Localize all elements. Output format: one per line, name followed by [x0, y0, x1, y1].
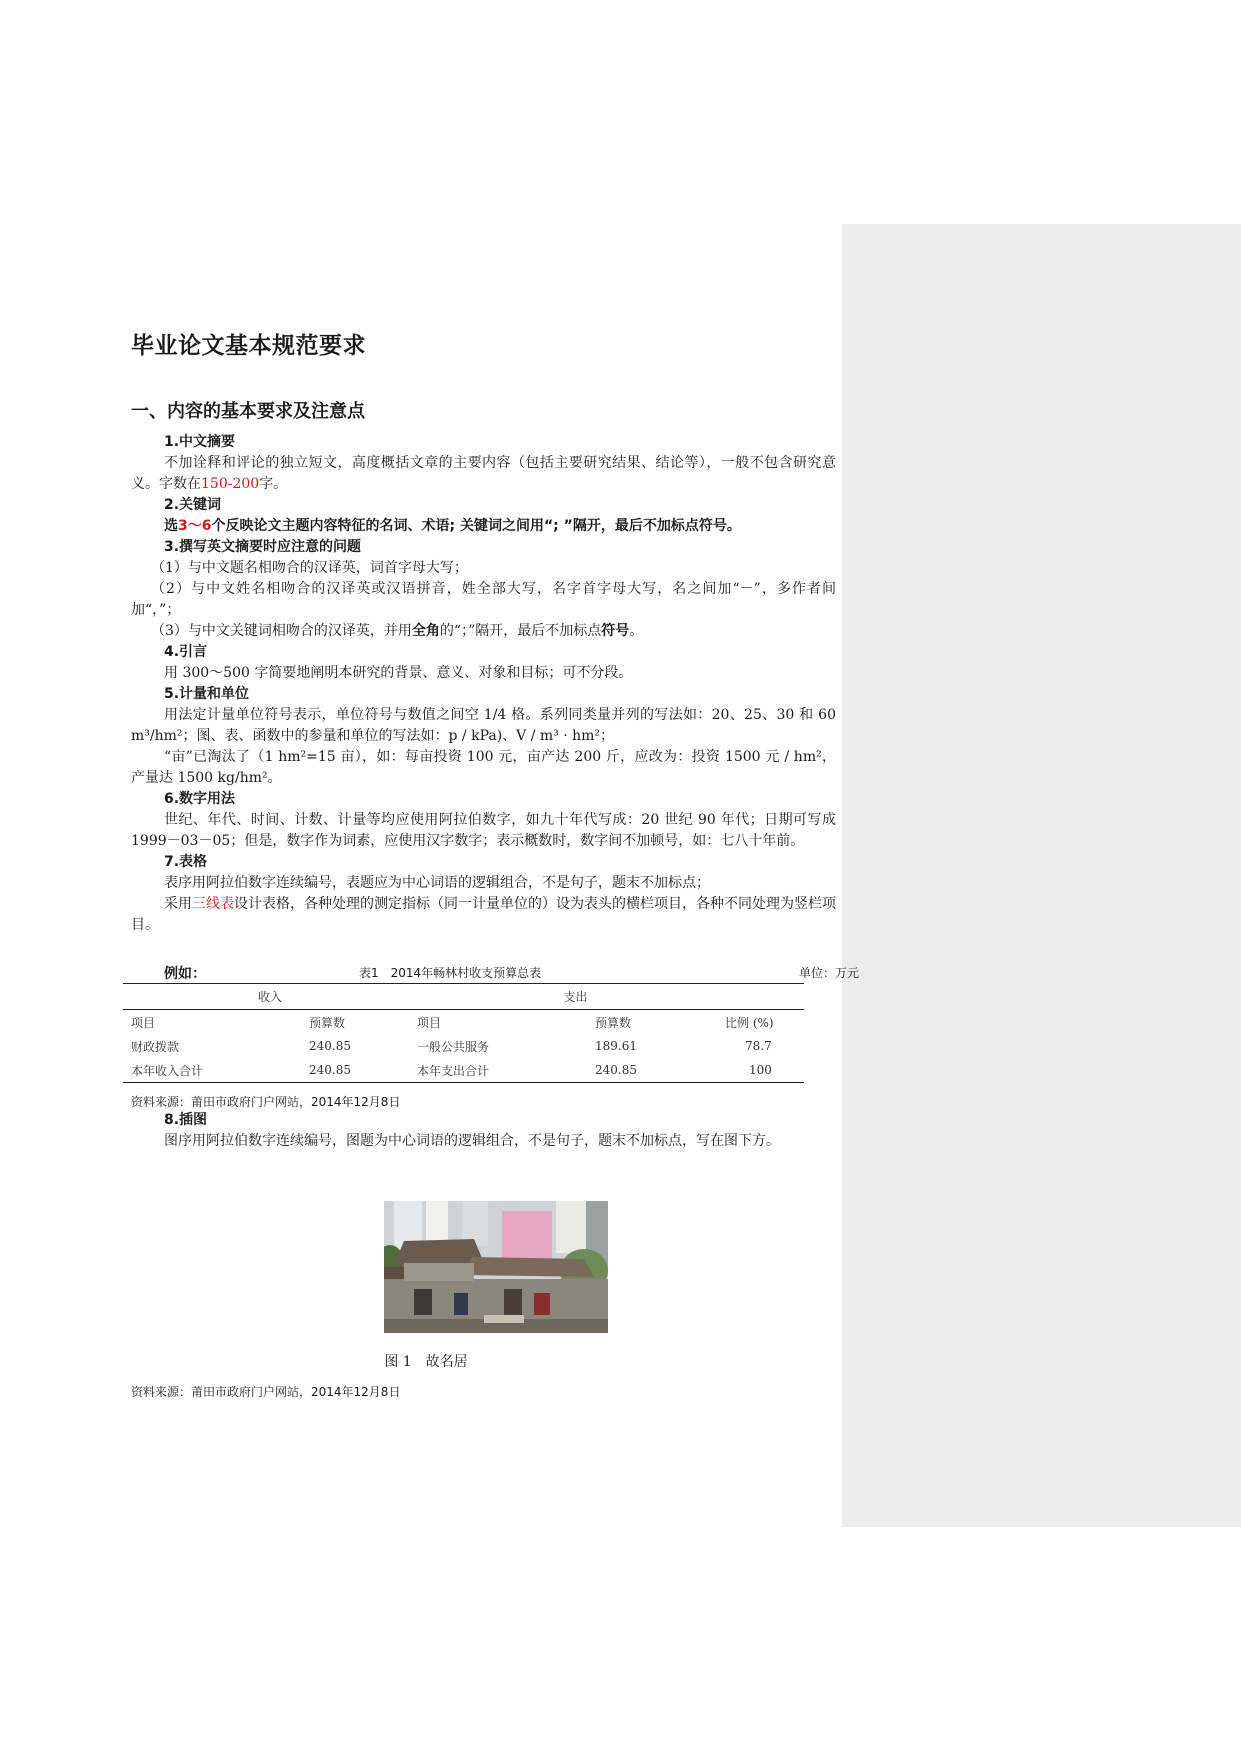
tables-paragraph-1: 表序用阿拉伯数字连续编号，表题应为中心词语的逻辑组合，不是句子，题末不加标点；	[164, 875, 710, 891]
table-cell: 100	[749, 1063, 772, 1077]
english-abstract-item-2: （2）与中文姓名相吻合的汉译英或汉语拼音，姓全部大写，名字首字母大写，名之间加“－”，多作者间加“，”；	[131, 581, 836, 618]
keywords-paragraph: 选3～6个反映论文主题内容特征的名词、术语; 关键词之间用“; ”隔开，最后不加标点符号。	[164, 518, 741, 534]
section-heading-1: 一、内容的基本要求及注意点	[131, 401, 365, 422]
heading-tables: 7.表格	[164, 854, 208, 870]
house-photo	[384, 1201, 608, 1333]
three-line-table	[123, 983, 804, 1083]
tables-paragraph-2: 采用三线表设计表格，各种处理的测定指标（同一计量单位的）设为表头的横栏项目，各种不同处理为竖栏项目。	[131, 896, 836, 933]
group-income: 收入	[257, 990, 282, 1004]
table-header-row	[123, 1010, 804, 1035]
house-photo-illustration	[384, 1201, 608, 1333]
heading-english-abstract: 3.撰写英文摘要时应注意的问题	[164, 539, 362, 555]
table-unit: 单位：万元	[798, 966, 859, 980]
heading-numbers: 6.数字用法	[164, 791, 236, 807]
abstract-paragraph: 不加诠释和评论的独立短文，高度概括文章的主要内容（包括主要研究结果、结论等），一般不包含研究意义。字数在150-200字。	[131, 455, 836, 492]
table-cell: 189.61	[595, 1039, 637, 1053]
table-row	[123, 1058, 804, 1083]
group-expense: 支出	[563, 990, 588, 1004]
table-cell: 78.7	[745, 1039, 772, 1053]
heading-keywords: 2.关键词	[164, 497, 222, 513]
table-cell: 财政拨款	[131, 1039, 180, 1054]
header-cell: 项目	[409, 1010, 587, 1035]
heading-abstract: 1.中文摘要	[164, 434, 236, 450]
table-cell: 本年收入合计	[131, 1063, 204, 1078]
header-cell: 预算数	[587, 1010, 705, 1035]
table-group-row	[123, 984, 804, 1010]
english-abstract-item-1: （1）与中文题名相吻合的汉译英，词首字母大写；	[151, 560, 468, 576]
header-cell: 比例 (%)	[705, 1010, 804, 1035]
figure-caption: 图 1 故名居	[384, 1354, 468, 1370]
introduction-paragraph: 用 300～500 字简要地阐明本研究的背景、意义、对象和目标；可不分段。	[164, 665, 633, 681]
table-row	[123, 1034, 804, 1058]
comment-margin-pane	[842, 224, 1241, 1527]
heading-units: 5.计量和单位	[164, 686, 250, 702]
example-table-block	[123, 961, 859, 1083]
figures-paragraph: 图序用阿拉伯数字连续编号，图题为中心词语的逻辑组合，不是句子，题末不加标点，写在图下方。	[164, 1133, 780, 1149]
section-body-1-7	[131, 432, 836, 936]
figure-source: 资料来源：莆田市政府门户网站，2014年12月8日	[131, 1385, 401, 1399]
header-cell: 预算数	[301, 1010, 409, 1035]
numbers-paragraph: 世纪、年代、时间、计数、计量等均应使用阿拉伯数字，如九十年代写成：20 世纪 90 年代；日期可写成 1999－03－05；但是，数字作为词素，应使用汉字数字；表示概数时，数字间不加顿号，如：七八十年前。	[131, 812, 836, 849]
english-abstract-item-3: （3）与中文关键词相吻合的汉译英，并用全角的“；”隔开，最后不加标点符号。	[151, 623, 644, 639]
example-label: 例如：	[164, 966, 206, 982]
heading-figures: 8.插图	[164, 1112, 208, 1128]
section-body-8	[131, 1110, 836, 1152]
document-title: 毕业论文基本规范要求	[131, 333, 366, 359]
header-cell: 项目	[123, 1010, 301, 1035]
table-cell: 240.85	[309, 1039, 351, 1053]
units-paragraph-1: 用法定计量单位符号表示，单位符号与数值之间空 1/4 格。系列同类量并列的写法如：20、25、30 和 60 m³/hm²；图、表、函数中的参量和单位的写法如：p / kPa)、V / m³ · hm²；	[131, 707, 836, 744]
table-cell: 一般公共服务	[417, 1039, 490, 1054]
heading-introduction: 4.引言	[164, 644, 208, 660]
table-cell: 240.85	[595, 1063, 637, 1077]
units-paragraph-2: “亩”已淘汰了（1 hm²=15 亩），如：每亩投资 100 元，亩产达 200 斤，应改为：投资 1500 元 / hm²，产量达 1500 kg/hm²。	[131, 749, 836, 786]
table-cell: 本年支出合计	[417, 1063, 490, 1078]
table-source: 资料来源：莆田市政府门户网站，2014年12月8日	[131, 1095, 401, 1109]
table-cell: 240.85	[309, 1063, 351, 1077]
table-caption: 表1 2014年畅林村收支预算总表	[359, 966, 542, 980]
table-caption-row	[123, 961, 859, 983]
